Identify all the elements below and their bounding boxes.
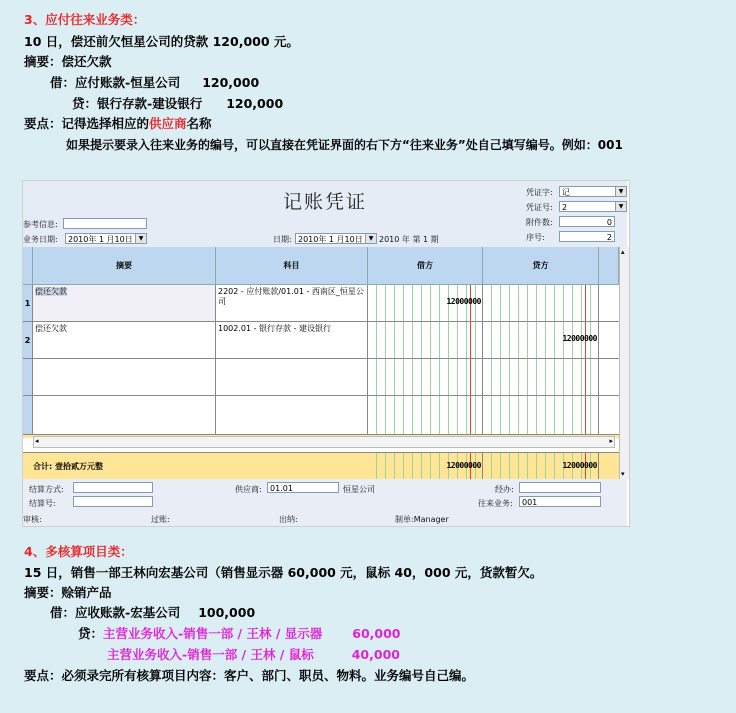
total-credit-cell: 12000000 — [483, 453, 599, 479]
seq-input[interactable]: 2 — [559, 231, 615, 242]
row-number: 2 — [23, 322, 33, 358]
credit2-text: 主营业务收入-销售一部 / 王林 / 鼠标 — [107, 647, 314, 662]
dropdown-arrow-icon: ▼ — [615, 187, 626, 196]
dealing-input[interactable]: 001 — [519, 496, 601, 507]
table-row[interactable] — [23, 359, 619, 396]
section3-line1: 10 日，偿还前欠恒星公司的贷款 120,000 元。 — [24, 34, 299, 49]
biz-date-label: 业务日期: — [23, 235, 58, 244]
table-row[interactable] — [23, 285, 619, 322]
scroll-down-icon[interactable]: ▾ — [621, 470, 625, 478]
ref-label: 参考信息: — [23, 220, 58, 229]
supplier-name: 恒星公司 — [343, 485, 375, 494]
credit-text: 贷：银行存款-建设银行 — [72, 96, 203, 111]
settle-no-input[interactable] — [73, 496, 153, 507]
date-label: 日期: — [273, 235, 292, 244]
settle-no-label: 结算号: — [29, 499, 56, 508]
row-credit-cell[interactable] — [483, 285, 599, 321]
keypoint-pre: 要点：记得选择相应的 — [24, 116, 150, 131]
table-row[interactable] — [23, 396, 619, 435]
biz-date-select[interactable]: 2010年 1 月10日 ▼ — [65, 233, 147, 244]
voucher-header — [23, 181, 627, 247]
keypoint-post: 名称 — [186, 116, 212, 131]
credit1-amount: 60,000 — [352, 626, 401, 641]
col-credit-header: 贷方 — [483, 247, 599, 285]
scroll-up-icon[interactable]: ▴ — [621, 248, 625, 256]
attachments-label: 附件数: — [526, 218, 553, 227]
horizontal-scrollbar[interactable] — [33, 436, 615, 448]
total-debit-cell: 12000000 — [368, 453, 483, 479]
audit-label: 审核: — [23, 515, 42, 524]
voucher-title: 记账凭证 — [283, 191, 368, 213]
voucher-window — [22, 180, 630, 527]
credit-amount: 120,000 — [226, 96, 284, 111]
handler-label: 经办: — [495, 485, 514, 494]
section3-credit — [72, 96, 283, 112]
credit-prefix: 贷： — [78, 626, 104, 641]
cashier-label: 出纳: — [279, 515, 298, 524]
row-credit-cell[interactable] — [483, 359, 599, 395]
section4-summary: 摘要：赊销产品 — [24, 585, 112, 600]
vertical-scrollbar[interactable] — [619, 247, 629, 479]
col-spacer-header — [599, 247, 619, 285]
section4-line1: 15 日，销售一部王林向宏基公司（销售显示器 60,000 元，鼠标 40，000 元，货款暂欠。 — [24, 565, 543, 580]
scroll-right-icon[interactable]: ▸ — [609, 437, 613, 445]
supplier-label: 供应商: — [235, 485, 262, 494]
row-number — [23, 359, 33, 395]
dropdown-arrow-icon: ▼ — [135, 234, 146, 243]
row-summary-cell[interactable] — [33, 359, 216, 395]
section4-debit — [50, 605, 255, 621]
section3-hint: 如果提示要录入往来业务的编号，可以直接在凭证界面的右下方“往来业务”处自己填写编号。例如：001 — [66, 138, 623, 152]
voucher-word-select[interactable]: 记 ▼ — [559, 186, 627, 197]
credit2-amount: 40,000 — [351, 647, 400, 662]
table-row[interactable] — [23, 322, 619, 359]
col-debit-header: 借方 — [368, 247, 483, 285]
voucher-no-select[interactable]: 2 ▼ — [559, 201, 627, 212]
row-credit-cell[interactable] — [483, 396, 599, 434]
seq-label: 序号: — [526, 233, 545, 242]
dropdown-arrow-icon: ▼ — [615, 202, 626, 211]
debit-text: 借：应收账款-宏基公司 — [50, 605, 181, 620]
col-account-header: 科目 — [216, 247, 368, 285]
date-select[interactable]: 2010年 1 月10日 ▼ — [295, 233, 377, 244]
row-credit-cell[interactable]: 12000000 — [483, 322, 599, 358]
scroll-left-icon[interactable]: ◂ — [35, 437, 39, 445]
row-account-cell[interactable] — [216, 359, 368, 395]
row-account-cell[interactable] — [216, 396, 368, 434]
row-summary-cell[interactable]: 偿还欠款 — [33, 322, 216, 358]
total-label: 合计: 壹拾贰万元整 — [33, 462, 103, 471]
section4-keypoint: 要点：必须录完所有核算项目内容：客户、部门、职员、物料。业务编号自己编。 — [24, 668, 475, 683]
settle-method-input[interactable] — [73, 482, 153, 493]
dealing-label: 往来业务: — [478, 499, 513, 508]
row-account-cell[interactable]: 2202 - 应付账款/01.01 - 西南区_恒星公司 — [216, 285, 368, 321]
row-debit-cell[interactable] — [368, 359, 483, 395]
post-label: 过账: — [151, 515, 170, 524]
row-debit-cell[interactable]: 12000000 — [368, 285, 483, 321]
section3-keypoint — [24, 116, 212, 132]
supplier-input[interactable]: 01.01 — [267, 482, 339, 493]
credit1-text: 主营业务收入-销售一部 / 王林 / 显示器 — [103, 626, 323, 641]
section3-summary: 摘要：偿还欠款 — [24, 54, 112, 69]
row-number: 1 — [23, 285, 33, 321]
row-summary-cell[interactable] — [33, 396, 216, 434]
debit-amount: 120,000 — [202, 75, 260, 90]
row-number — [23, 396, 33, 434]
section3-heading: 3、应付往来业务类： — [24, 12, 146, 27]
settle-method-label: 结算方式: — [29, 485, 64, 494]
section4-heading: 4、多核算项目类： — [24, 544, 133, 559]
row-summary-cell[interactable]: 偿还欠款 — [33, 285, 216, 321]
voucher-no-label: 凭证号: — [526, 203, 553, 212]
section4-credit2 — [107, 647, 400, 663]
keypoint-supplier: 供应商 — [149, 116, 187, 131]
voucher-word-label: 凭证字: — [526, 188, 553, 197]
row-account-cell[interactable]: 1002.01 - 银行存款 - 建设银行 — [216, 322, 368, 358]
row-debit-cell[interactable] — [368, 322, 483, 358]
attachments-input[interactable]: 0 — [559, 216, 615, 227]
dropdown-arrow-icon: ▼ — [365, 234, 376, 243]
debit-text: 借：应付账款-恒星公司 — [50, 75, 181, 90]
maker-field: 制单:Manager — [395, 515, 449, 524]
section4-credit1 — [78, 626, 401, 642]
debit-amount: 100,000 — [198, 605, 256, 620]
voucher-footer — [23, 479, 627, 526]
row-debit-cell[interactable] — [368, 396, 483, 434]
total-row — [23, 452, 619, 479]
ref-input[interactable] — [63, 218, 147, 229]
grid-corner — [23, 247, 33, 285]
period-text: 2010 年 第 1 期 — [379, 235, 439, 244]
handler-input[interactable] — [519, 482, 601, 493]
col-summary-header: 摘要 — [33, 247, 216, 285]
section3-debit — [50, 75, 259, 91]
